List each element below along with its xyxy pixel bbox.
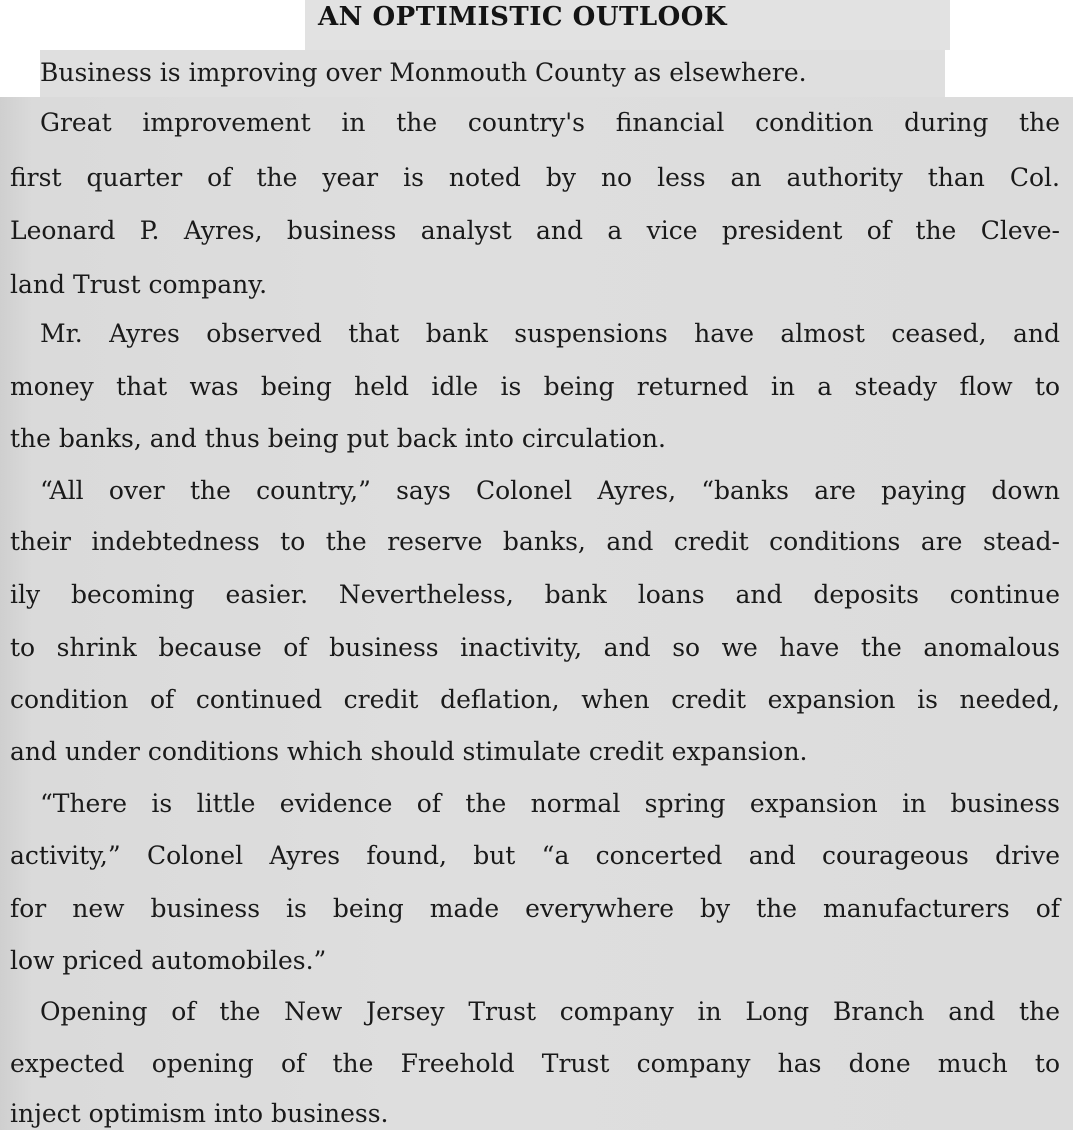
text-line: Leonard P. Ayres, business analyst and a vice president of the Cleve-	[10, 216, 1060, 245]
text-line: low priced automobiles.”	[10, 946, 327, 975]
text-line: Business is improving over Monmouth County as elsewhere.	[40, 58, 807, 87]
text-line: and under conditions which should stimulate credit expansion.	[10, 737, 808, 766]
text-line: inject optimism into business.	[10, 1099, 389, 1128]
text-line: “All over the country,” says Colonel Ayres, “banks are paying down	[40, 476, 1060, 505]
text-line: land Trust company.	[10, 270, 268, 299]
text-line: money that was being held idle is being returned in a steady flow to	[10, 372, 1060, 401]
text-line: “There is little evidence of the normal spring expansion in business	[40, 789, 1060, 818]
text-line: Opening of the New Jersey Trust company in Long Branch and the	[40, 997, 1060, 1026]
text-line: Great improvement in the country's financial condition during the	[40, 108, 1060, 137]
text-line: ily becoming easier. Nevertheless, bank loans and deposits continue	[10, 580, 1060, 609]
text-line: to shrink because of business inactivity, and so we have the anomalous	[10, 633, 1060, 662]
text-line: for new business is being made everywhere by the manufacturers of	[10, 894, 1060, 923]
text-line: Mr. Ayres observed that bank suspensions have almost ceased, and	[40, 319, 1060, 348]
article-title: AN OPTIMISTIC OUTLOOK	[318, 2, 728, 32]
text-line: their indebtedness to the reserve banks, and credit conditions are stead-	[10, 527, 1060, 556]
text-line: condition of continued credit deflation, when credit expansion is needed,	[10, 685, 1060, 714]
text-line: expected opening of the Freehold Trust company has done much to	[10, 1049, 1060, 1078]
text-line: first quarter of the year is noted by no less an authority than Col.	[10, 163, 1060, 192]
text-line: activity,” Colonel Ayres found, but “a concerted and courageous drive	[10, 841, 1060, 870]
text-line: the banks, and thus being put back into circulation.	[10, 424, 666, 453]
